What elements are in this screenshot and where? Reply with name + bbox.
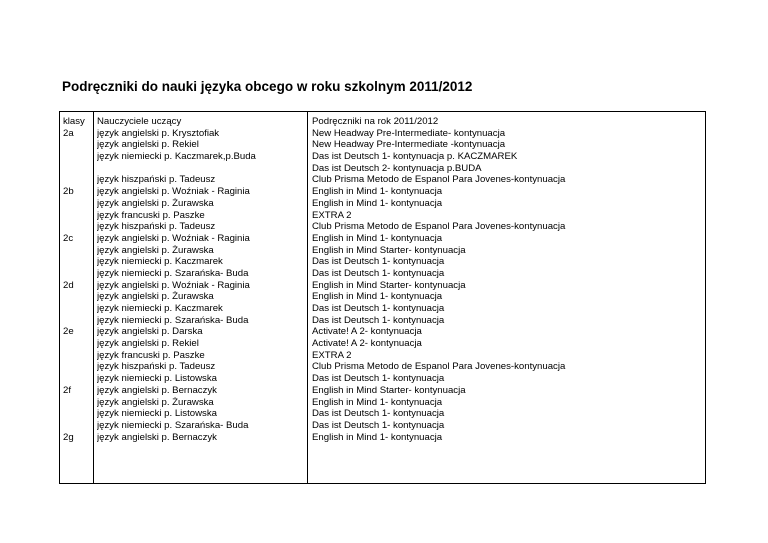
- cell-nauczyciel: język hiszpański p. Tadeusz: [97, 361, 216, 373]
- cell-klasa: [63, 373, 89, 385]
- cell-podrecznik: Activate! A 2- kontynuacja: [312, 338, 422, 350]
- column-klasy: [63, 116, 89, 443]
- cell-nauczyciel: język angielski p. Woźniak - Raginia: [97, 186, 250, 198]
- cell-podrecznik: English in Mind Starter- kontynuacja: [312, 244, 466, 256]
- cell-klasa: 2a: [63, 127, 74, 139]
- cell-nauczyciel: język hiszpański p. Tadeusz: [97, 174, 216, 186]
- cell-nauczyciel: język angielski p. Żurawska: [97, 396, 214, 408]
- cell-nauczyciel: język niemiecki p. Szarańska- Buda: [97, 267, 249, 279]
- cell-podrecznik: Club Prisma Metodo de Espanol Para Jovenes-kontynuacja: [312, 174, 566, 186]
- cell-klasa: 2g: [63, 431, 74, 443]
- cell-klasa: [63, 408, 89, 420]
- cell-klasa: 2d: [63, 279, 74, 291]
- cell-nauczyciel: język niemiecki p. Listowska: [97, 408, 217, 420]
- cell-klasa: [63, 303, 89, 315]
- cell-podrecznik: Das ist Deutsch 1- kontynuacja: [312, 256, 445, 268]
- cell-podrecznik: Das ist Deutsch 1- kontynuacja: [312, 373, 445, 385]
- cell-nauczyciel: język angielski p. Bernaczyk: [97, 384, 217, 396]
- cell-klasa: 2b: [63, 186, 74, 198]
- cell-nauczyciel: język niemiecki p. Listowska: [97, 373, 217, 385]
- cell-podrecznik: Das ist Deutsch 1- kontynuacja: [312, 408, 445, 420]
- column-nauczyciele: [97, 116, 307, 443]
- cell-klasa: [63, 420, 89, 432]
- cell-podrecznik: New Headway Pre-Intermediate -kontynuacja: [312, 139, 506, 151]
- cell-nauczyciel: język angielski p. Żurawska: [97, 197, 214, 209]
- cell-nauczyciel: język niemiecki p. Kaczmarek,p.Buda: [97, 151, 256, 163]
- cell-nauczyciel: język angielski p. Żurawska: [97, 291, 214, 303]
- cell-nauczyciel: [97, 163, 307, 175]
- cell-nauczyciel: język francuski p. Paszke: [97, 349, 205, 361]
- cell-klasa: [63, 210, 89, 222]
- cell-nauczyciel: język angielski p. Rekiel: [97, 338, 199, 350]
- cell-klasa: 2e: [63, 326, 74, 338]
- cell-nauczyciel: język niemiecki p. Szarańska- Buda: [97, 419, 249, 431]
- cell-podrecznik: English in Mind 1- kontynuacja: [312, 232, 443, 244]
- cell-podrecznik: Club Prisma Metodo de Espanol Para Jovenes-kontynuacja: [312, 361, 566, 373]
- cell-klasa: 2f: [63, 384, 72, 396]
- cell-podrecznik: Das ist Deutsch 1- kontynuacja p. KACZMAREK: [312, 151, 518, 163]
- cell-podrecznik: Club Prisma Metodo de Espanol Para Jovenes-kontynuacja: [312, 221, 566, 233]
- column-divider: [93, 112, 94, 483]
- cell-nauczyciel: język angielski p. Rekiel: [97, 139, 199, 151]
- cell-podrecznik: EXTRA 2: [312, 349, 352, 361]
- cell-podrecznik: English in Mind 1- kontynuacja: [312, 396, 443, 408]
- cell-klasa: [63, 350, 89, 362]
- cell-podrecznik: English in Mind 1- kontynuacja: [312, 431, 443, 443]
- cell-klasa: [63, 198, 89, 210]
- cell-klasa: [63, 174, 89, 186]
- header-nauczyciele: Nauczyciele uczący: [97, 116, 182, 127]
- cell-klasa: [63, 397, 89, 409]
- page-title: Podręczniki do nauki języka obcego w roku szkolnym 2011/2012: [62, 79, 473, 94]
- cell-klasa: [63, 151, 89, 163]
- cell-nauczyciel: język hiszpański p. Tadeusz: [97, 221, 216, 233]
- cell-nauczyciel: język niemiecki p. Kaczmarek: [97, 256, 223, 268]
- cell-nauczyciel: język angielski p. Darska: [97, 326, 203, 338]
- cell-nauczyciel: język niemiecki p. Szarańska- Buda: [97, 314, 249, 326]
- cell-nauczyciel: język angielski p. Woźniak - Raginia: [97, 279, 250, 291]
- cell-klasa: [63, 361, 89, 373]
- cell-podrecznik: New Headway Pre-Intermediate- kontynuacja: [312, 127, 506, 139]
- cell-podrecznik: Das ist Deutsch 1- kontynuacja: [312, 314, 445, 326]
- cell-klasa: [63, 139, 89, 151]
- cell-podrecznik: English in Mind Starter- kontynuacja: [312, 279, 466, 291]
- cell-nauczyciel: język angielski p. Bernaczyk: [97, 431, 217, 443]
- cell-podrecznik: English in Mind 1- kontynuacja: [312, 291, 443, 303]
- cell-podrecznik: English in Mind 1- kontynuacja: [312, 186, 443, 198]
- cell-klasa: [63, 256, 89, 268]
- cell-podrecznik: Das ist Deutsch 1- kontynuacja: [312, 267, 445, 279]
- cell-podrecznik: English in Mind Starter- kontynuacja: [312, 384, 466, 396]
- cell-klasa: [63, 245, 89, 257]
- cell-nauczyciel: język niemiecki p. Kaczmarek: [97, 303, 223, 314]
- cell-podrecznik: English in Mind 1- kontynuacja: [312, 197, 443, 209]
- cell-nauczyciel: język angielski p. Żurawska: [97, 244, 214, 256]
- cell-podrecznik: Das ist Deutsch 1- kontynuacja: [312, 419, 445, 431]
- cell-podrecznik: EXTRA 2: [312, 209, 352, 221]
- cell-klasa: [63, 291, 89, 303]
- column-divider: [307, 112, 308, 483]
- column-podreczniki: [312, 116, 704, 443]
- cell-nauczyciel: język angielski p. Woźniak - Raginia: [97, 232, 250, 244]
- cell-podrecznik: Activate! A 2- kontynuacja: [312, 326, 422, 338]
- cell-nauczyciel: język angielski p. Krysztofiak: [97, 127, 220, 139]
- textbook-table: [59, 111, 706, 484]
- cell-klasa: 2c: [63, 232, 74, 244]
- cell-nauczyciel: język francuski p. Paszke: [97, 209, 205, 221]
- cell-klasa: [63, 221, 89, 233]
- cell-klasa: [63, 163, 89, 175]
- cell-podrecznik: Das ist Deutsch 2- kontynuacja p.BUDA: [312, 162, 482, 174]
- cell-klasa: [63, 268, 89, 280]
- cell-klasa: [63, 338, 89, 350]
- header-podreczniki: Podręczniki na rok 2011/2012: [312, 116, 439, 127]
- cell-klasa: [63, 315, 89, 327]
- header-klasy: klasy: [63, 116, 85, 127]
- cell-podrecznik: Das ist Deutsch 1- kontynuacja: [312, 303, 445, 314]
